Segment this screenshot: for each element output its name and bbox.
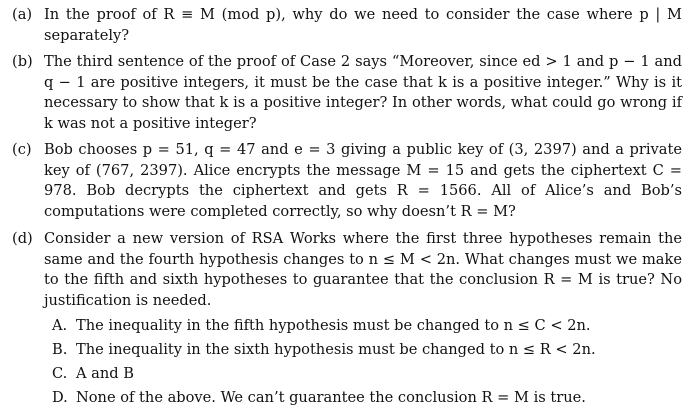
choice-label: B. — [52, 341, 68, 358]
question-text: The third sentence of the proof of Case 2 says “Moreover, since ed > 1 and p − 1 and q − 1 are positive integers, it must be the case that k is a positive integer.” Why is it necessary to show that k is a positive integer? In other words, what could go wrong if k was not a positive integer? — [44, 53, 682, 132]
question-text: Bob chooses p = 51, q = 47 and e = 3 giving a public key of (3, 2397) and a private key of (767, 2397). Alice encrypts the message M = 15 and gets the ciphertext C = 978. Bob decrypts the ciphertext and gets R = 1566. All of Alice’s and Bob’s computations were completed correctly, so why doesn’t R = M? — [44, 141, 682, 220]
choice-text: None of the above. We can’t guarantee the conclusion R = M is true. — [76, 389, 586, 406]
question-label: (a) — [12, 6, 33, 23]
choice-text: The inequality in the sixth hypothesis must be changed to n ≤ R < 2n. — [76, 341, 596, 358]
question-label: (c) — [12, 141, 32, 158]
choice-d — [52, 388, 586, 408]
question-a — [12, 5, 682, 46]
choice-text: The inequality in the fifth hypothesis must be changed to n ≤ C < 2n. — [76, 317, 591, 334]
question-label: (d) — [12, 230, 33, 247]
question-b — [12, 52, 682, 134]
question-text: In the proof of R ≡ M (mod p), why do we need to consider the case where p | M separately? — [44, 6, 682, 44]
choice-a — [52, 316, 591, 336]
question-text: Consider a new version of RSA Works where the first three hypotheses remain the same and the fourth hypothesis changes to n ≤ M < 2n. What changes must we make to the fifth and sixth hypotheses to guarantee that the conclusion R = M is true? No justification is needed. — [44, 230, 682, 309]
choice-label: D. — [52, 389, 68, 406]
choice-text: A and B — [76, 365, 134, 382]
question-d — [12, 229, 682, 311]
choice-label: C. — [52, 365, 68, 382]
question-c — [12, 140, 682, 222]
choice-b — [52, 340, 596, 360]
choice-label: A. — [52, 317, 68, 334]
choice-c — [52, 364, 134, 384]
question-label: (b) — [12, 53, 33, 70]
